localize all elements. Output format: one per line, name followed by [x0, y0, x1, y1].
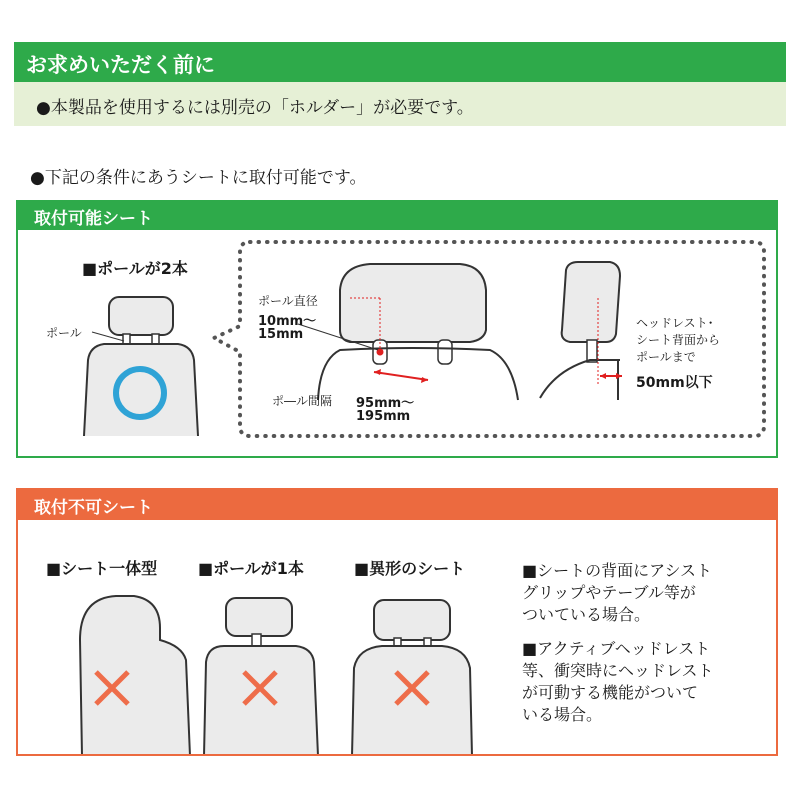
pole-spacing-label: ポ―ル間隔 [272, 394, 333, 408]
seat-two-poles-illustration [84, 297, 198, 436]
two-poles-label: ■ポールが2本 [82, 259, 188, 278]
pole-diameter-range-1: 10mm〜 [258, 314, 317, 329]
pole-spacing-range-1: 95mm〜 [356, 396, 415, 411]
ng-item-integrated: ■シート一体型 [46, 559, 158, 578]
ng-note-assist-grip: ■シートの背面にアシスト グリップやテーブル等が ついている場合。 [522, 561, 712, 624]
headrest-front-view [298, 264, 518, 400]
incompatible-seats-title: 取付不可シート [34, 498, 153, 518]
header-title: お求めいただく前に [26, 53, 215, 77]
headrest-distance-value: 50mm以下 [636, 375, 713, 391]
pole-diameter-label: ポール直径 [258, 294, 318, 308]
ng-note-active-headrest: ■アクティブヘッドレスト 等、衝突時にヘッドレスト が可動する機能がついて いる場合。 [522, 639, 714, 724]
pole-spacing-range-2: 195mm [356, 409, 411, 424]
holder-note: ●本製品を使用するには別売の「ホルダー」が必要です。 [36, 98, 474, 118]
headrest-side-view [540, 262, 622, 400]
headrest-note-line-2: シート背面から [636, 333, 721, 347]
ng-item-irregular: ■異形のシート [354, 559, 466, 578]
compatible-seats-title: 取付可能シート [34, 209, 153, 229]
ng-item-one-pole: ■ポールが1本 [198, 559, 304, 578]
pole-label: ポール [46, 326, 82, 340]
pole-diameter-range-2: 15mm [258, 327, 304, 342]
headrest-note-line-3: ポールまで [636, 350, 696, 364]
headrest-note-line-1: ヘッドレスト･ [636, 316, 714, 330]
conditions-text: ●下記の条件にあうシートに取付可能です。 [30, 168, 367, 188]
incompatible-seats-tab [16, 488, 778, 520]
